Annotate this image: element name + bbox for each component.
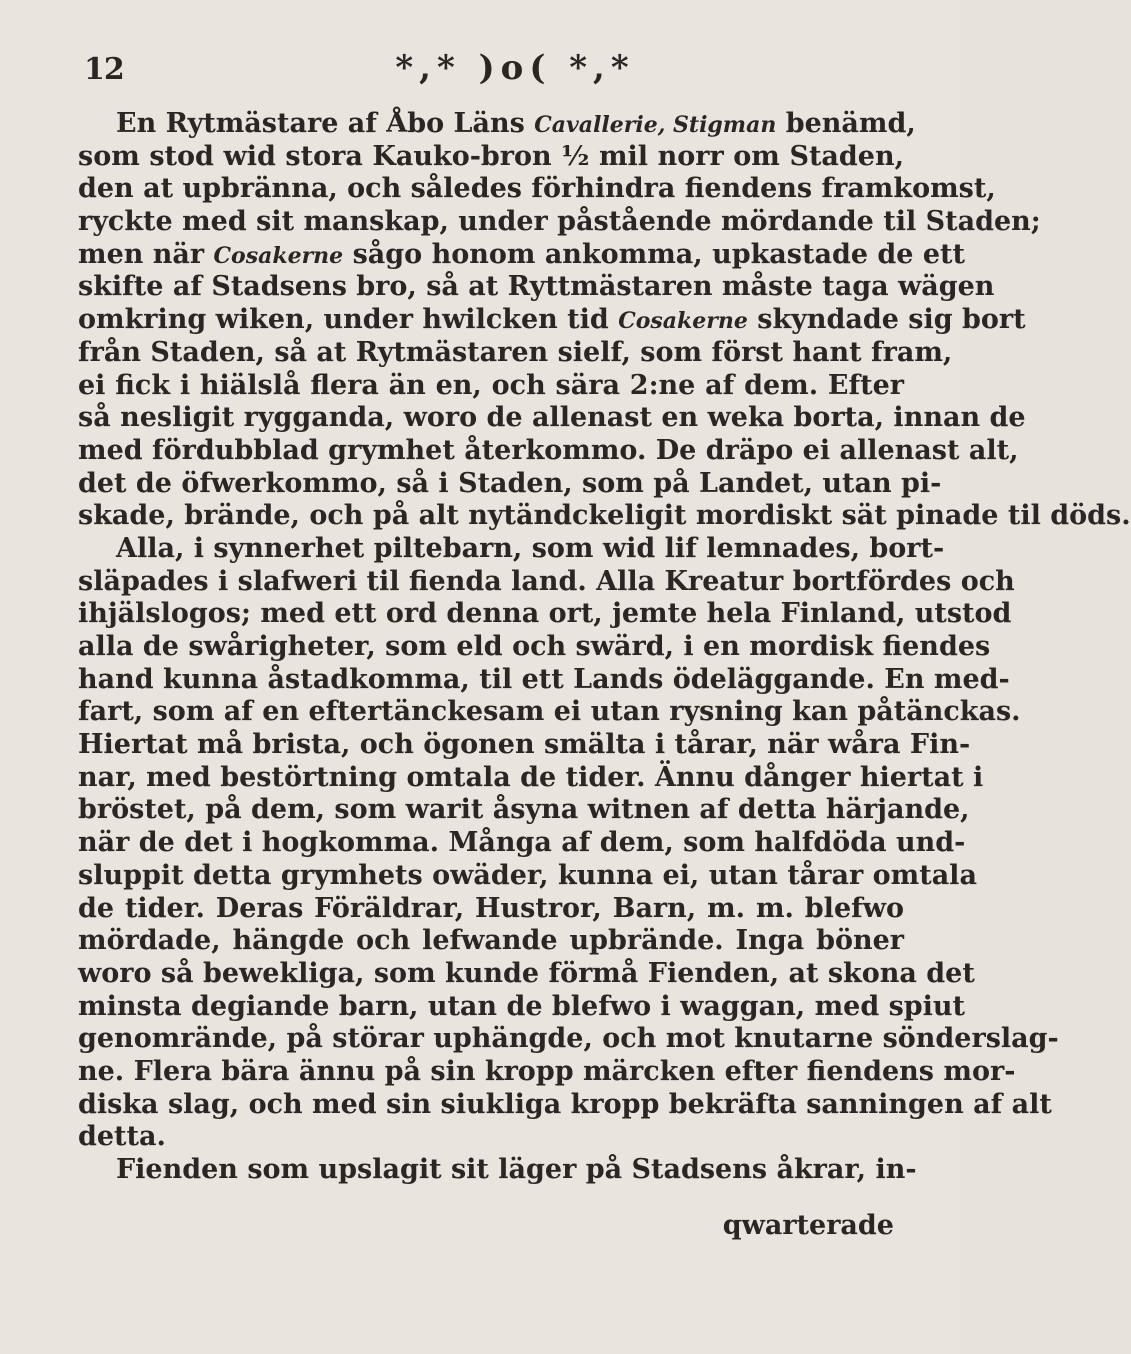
- line-text: Fienden som upslagit sit läger på Stadsens åkrar, in-: [116, 1154, 917, 1185]
- line-text: som stod wid stora Kauko-bron ½ mil norr om Staden,: [78, 140, 904, 172]
- line-text: mördade, hängde och lefwande upbrände. Inga böner: [78, 925, 904, 957]
- line-text: skifte af Stadsens bro, så at Ryttmästaren måste taga wägen: [78, 271, 995, 303]
- text-line: [78, 1023, 1059, 1056]
- text-line: [78, 1154, 917, 1187]
- text-line: [78, 238, 966, 272]
- line-text: skyndade sig bort: [747, 304, 1026, 336]
- line-text: ne. Flera bära ännu på sin kropp märcken efter fiendens mor-: [78, 1055, 1016, 1087]
- paragraph: [78, 532, 1059, 1154]
- text-line: [78, 761, 984, 795]
- line-text: woro så bewekliga, som kunde förmå Fienden, at skona det: [78, 957, 975, 989]
- text-line: [78, 1055, 1016, 1089]
- text-line: [78, 696, 1021, 729]
- text-line: [78, 859, 977, 893]
- text-line: [78, 141, 904, 174]
- text-line: [78, 794, 970, 827]
- line-text: diska slag, och med sin siukliga kropp bekräfta sanningen af alt: [78, 1088, 1052, 1120]
- text-line: [78, 532, 945, 566]
- line-text: detta.: [78, 1121, 166, 1153]
- text-line: [78, 271, 995, 304]
- line-text: från Staden, så at Rytmästaren sielf, som först hant fram,: [78, 336, 953, 368]
- italic-word: Cosakerne: [213, 242, 344, 269]
- line-text: sluppit detta grymhets owäder, kunna ei, utan tårar omtala: [78, 859, 977, 891]
- text-line: [78, 206, 1041, 239]
- text-line: [78, 598, 1012, 631]
- page-number: 12: [84, 52, 124, 87]
- text-line: [78, 729, 971, 762]
- text-line: [78, 434, 1019, 468]
- text-line: [78, 370, 904, 403]
- line-text: sågo honom ankomma, upkastade de ett: [343, 238, 966, 270]
- text-line: [78, 500, 1131, 533]
- paragraph: [78, 108, 1131, 533]
- line-text: ihjälslogos; med ett ord denna ort, jemte hela Finland, utstod: [78, 598, 1012, 630]
- line-text: nar, med bestörtning omtala de tider. Ännu dånger hiertat i: [78, 761, 984, 793]
- line-text: den at upbränna, och således förhindra fiendens framkomst,: [78, 173, 996, 205]
- line-text: benämd,: [776, 108, 916, 139]
- text-line: [78, 957, 975, 991]
- line-text: minsta degiande barn, utan de blefwo i waggan, med spiut: [78, 990, 966, 1022]
- line-text: Alla, i synnerhet piltebarn, som wid lif lemnades, bort-: [116, 532, 945, 564]
- text-line: [78, 925, 904, 958]
- text-line: [78, 467, 942, 501]
- line-text: alla de swårigheter, som eld och swärd, i en mordisk fiendes: [78, 631, 991, 662]
- paragraph: [78, 1154, 917, 1187]
- line-text: hand kunna åstadkomma, til ett Lands ödeläggande. En med-: [78, 663, 1010, 695]
- text-line: [78, 108, 916, 141]
- header-ornament: *,* )o( *,*: [395, 48, 635, 88]
- line-text: släpades i slafweri til fienda land. Alla Kreatur bortfördes och: [78, 565, 1015, 597]
- line-text: så nesligit rygganda, woro de allenast en weka borta, innan de: [78, 402, 1026, 434]
- line-text: ryckte med sit manskap, under påstående mördande til Staden;: [78, 206, 1041, 238]
- line-text: med fördubblad grymhet återkommo. De dräpo ei allenast alt,: [78, 434, 1019, 466]
- text-line: [78, 663, 1010, 697]
- line-text: fart, som af en eftertänckesam ei utan rysning kan påtänckas.: [78, 696, 1021, 728]
- line-text: bröstet, på dem, som warit åsyna witnen af detta härjande,: [78, 794, 970, 826]
- page-header: [0, 40, 960, 100]
- text-line: [78, 631, 991, 664]
- text-line: [78, 990, 966, 1024]
- text-line: [78, 1088, 1052, 1122]
- text-line: [78, 893, 904, 926]
- text-line: [78, 827, 966, 860]
- line-text: Hiertat må brista, och ögonen smälta i tårar, när wåra Fin-: [78, 729, 971, 761]
- text-line: [78, 336, 953, 370]
- line-text: när de det i hogkomma. Många af dem, som halfdöda und-: [78, 827, 966, 859]
- text-line: [78, 173, 996, 206]
- line-text: omkring wiken, under hwilcken tid: [78, 304, 619, 336]
- line-text: skade, brände, och på alt nytändckeligit mordiskt sät pinade til döds.: [78, 500, 1131, 532]
- catchword: qwarterade: [722, 1210, 894, 1241]
- line-text: ei fick i hiälslå flera än en, och sära 2:ne af dem. Efter: [78, 369, 904, 401]
- line-text: genomrände, på störar uphängde, och mot knutarne sönderslag-: [78, 1023, 1059, 1055]
- text-line: [78, 1121, 904, 1154]
- line-text: de tider. Deras Föräldrar, Hustror, Barn, m. m. blefwo: [78, 892, 904, 924]
- text-line: [78, 402, 1026, 435]
- line-text: En Rytmästare af Åbo Läns: [116, 108, 535, 139]
- text-line: [78, 304, 1026, 337]
- text-line: [78, 565, 1015, 599]
- line-text: det de öfwerkommo, så i Staden, som på Landet, utan pi-: [78, 467, 942, 499]
- italic-word: Cavallerie, Stigman: [534, 112, 777, 138]
- body-text: [78, 108, 1131, 1187]
- italic-word: Cosakerne: [618, 308, 748, 335]
- line-text: men när: [78, 238, 214, 270]
